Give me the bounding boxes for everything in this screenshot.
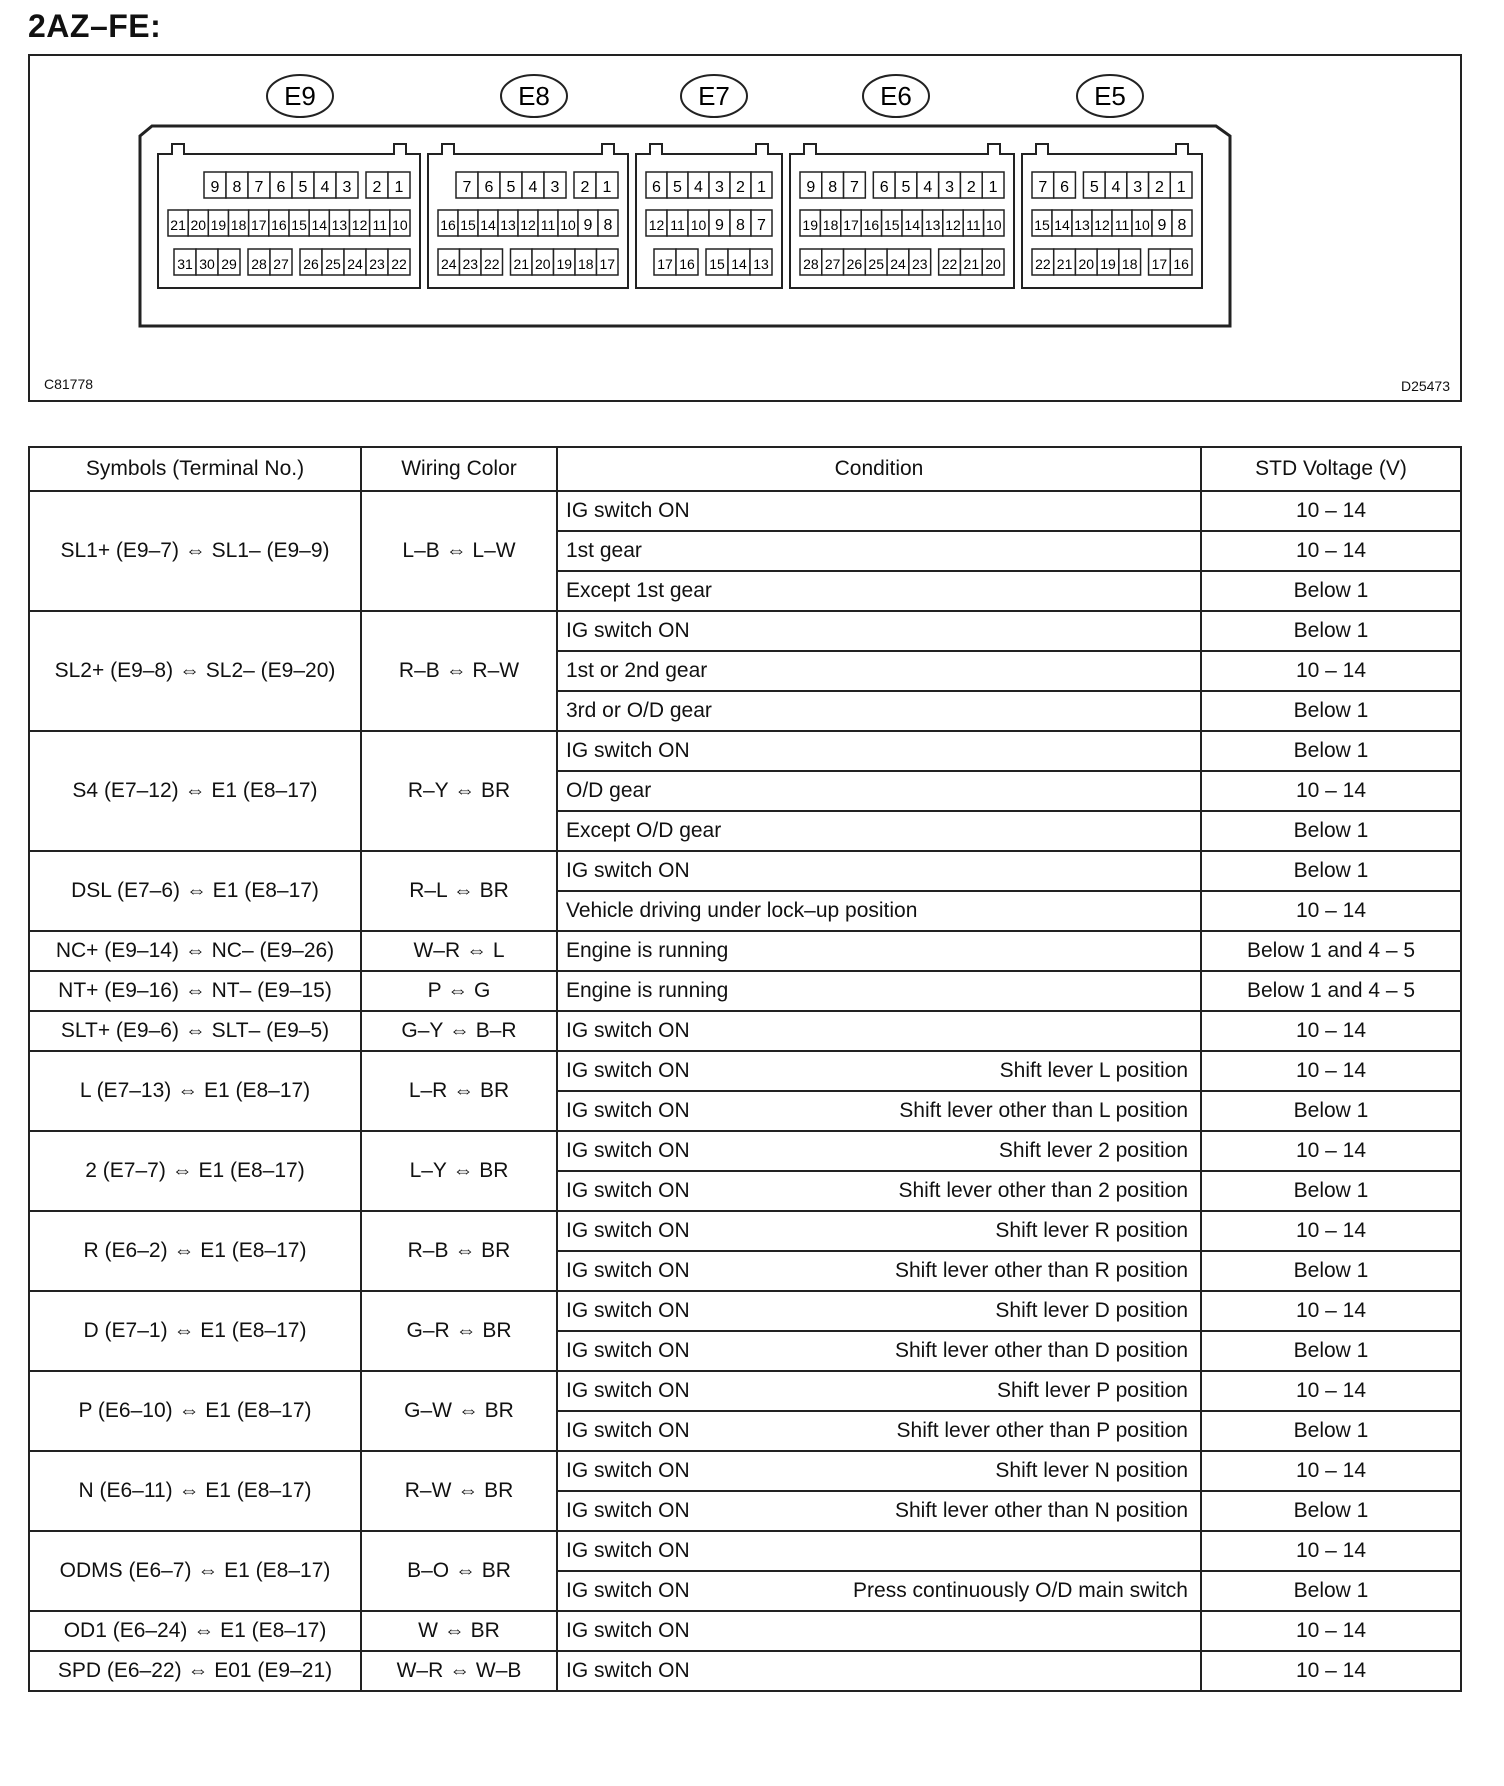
connector-label: E7 — [698, 81, 730, 111]
terminal-pin-number: 21 — [170, 217, 186, 233]
condition-text: IG switch ON — [566, 1539, 690, 1562]
terminal-pin-number: 20 — [534, 256, 551, 272]
condition-text: IG switch ON — [566, 1659, 690, 1682]
terminal-pin-number: 2 — [966, 179, 976, 196]
terminal-pin-number: 25 — [325, 256, 341, 272]
terminal-pin-number: 13 — [331, 217, 348, 233]
terminal-pin-number: 3 — [342, 179, 352, 196]
condition-text: Except 1st gear — [566, 579, 712, 602]
terminal-pin-number: 5 — [506, 179, 516, 196]
std-voltage: Below 1 — [1201, 611, 1461, 651]
terminal-symbol: S4 (E7–12) ⇔ E1 (E8–17) — [29, 731, 361, 851]
terminal-pin-number: 5 — [1089, 179, 1099, 196]
terminal-pin-number: 8 — [1177, 217, 1187, 234]
terminal-pin-number: 23 — [462, 256, 479, 272]
condition-cell — [557, 1651, 1201, 1691]
condition-cell — [557, 691, 1201, 731]
header-std-voltage: STD Voltage (V) — [1201, 447, 1461, 491]
terminal-pin-number: 6 — [879, 179, 889, 196]
terminal-pin-number: 10 — [690, 217, 707, 233]
condition-text: IG switch ON — [566, 1419, 690, 1442]
terminal-pin-number: 2 — [736, 179, 745, 196]
terminal-pin-number: 11 — [670, 217, 685, 233]
wiring-color: G–R ⇔ BR — [361, 1291, 557, 1371]
terminal-pin-number: 14 — [480, 217, 496, 233]
condition-text: IG switch ON — [566, 1139, 690, 1162]
terminal-pin-number: 9 — [210, 179, 220, 196]
terminal-pin-number: 21 — [1056, 256, 1073, 272]
terminal-pin-number: 13 — [500, 217, 516, 233]
condition-cell — [557, 571, 1201, 611]
std-voltage: Below 1 — [1201, 1171, 1461, 1211]
condition-text: O/D gear — [566, 779, 652, 802]
std-voltage: 10 – 14 — [1201, 891, 1461, 931]
terminal-symbol: OD1 (E6–24) ⇔ E1 (E8–17) — [29, 1611, 361, 1651]
terminal-pin-number: 8 — [736, 217, 745, 234]
std-voltage: 10 – 14 — [1201, 651, 1461, 691]
terminal-pin-number: 4 — [1111, 179, 1121, 196]
terminal-pin-number: 18 — [577, 256, 594, 272]
terminal-pin-number: 24 — [440, 256, 457, 272]
terminal-pin-number: 11 — [1114, 217, 1130, 233]
wiring-color: R–B ⇔ R–W — [361, 611, 557, 731]
std-voltage: 10 – 14 — [1201, 1651, 1461, 1691]
table-row — [29, 1051, 1461, 1091]
page-title: 2AZ–FE: — [28, 8, 162, 44]
terminal-pin-number: 28 — [251, 256, 267, 272]
condition-text: IG switch ON — [566, 1179, 690, 1202]
std-voltage: Below 1 — [1201, 1251, 1461, 1291]
std-voltage: 10 – 14 — [1201, 1011, 1461, 1051]
condition-text: 1st or 2nd gear — [566, 659, 708, 682]
condition-cell — [557, 1131, 1201, 1171]
table-row — [29, 1211, 1461, 1251]
terminal-pin-number: 3 — [945, 179, 955, 196]
terminal-pin-number: 12 — [1094, 217, 1110, 233]
condition-detail: Shift lever other than 2 position — [898, 1179, 1188, 1202]
terminal-symbol: P (E6–10) ⇔ E1 (E8–17) — [29, 1371, 361, 1451]
terminal-pin-number: 17 — [1151, 256, 1168, 272]
std-voltage: Below 1 — [1201, 811, 1461, 851]
wiring-color: L–R ⇔ BR — [361, 1051, 557, 1131]
table-row — [29, 931, 1461, 971]
table-header-row — [29, 447, 1461, 491]
condition-cell — [557, 611, 1201, 651]
terminal-pin-number: 1 — [602, 179, 612, 196]
condition-text: IG switch ON — [566, 499, 690, 522]
terminal-pin-number: 15 — [291, 217, 307, 233]
wiring-color: R–L ⇔ BR — [361, 851, 557, 931]
terminal-pin-number: 7 — [757, 217, 766, 234]
terminal-pin-number: 10 — [560, 217, 576, 233]
terminal-pin-number: 1 — [394, 179, 404, 196]
terminal-symbol: DSL (E7–6) ⇔ E1 (E8–17) — [29, 851, 361, 931]
condition-detail: Shift lever other than D position — [895, 1339, 1188, 1362]
table-row — [29, 611, 1461, 651]
condition-cell — [557, 1611, 1201, 1651]
condition-text: Engine is running — [566, 979, 729, 1002]
condition-cell — [557, 1371, 1201, 1411]
condition-text: IG switch ON — [566, 1099, 690, 1122]
table-row — [29, 1651, 1461, 1691]
condition-cell — [557, 851, 1201, 891]
condition-text: IG switch ON — [566, 1499, 690, 1522]
std-voltage: 10 – 14 — [1201, 771, 1461, 811]
terminal-pin-number: 20 — [985, 256, 1001, 272]
condition-cell — [557, 891, 1201, 931]
terminal-pin-number: 22 — [941, 256, 958, 272]
terminal-symbol: SPD (E6–22) ⇔ E01 (E9–21) — [29, 1651, 361, 1691]
terminal-pin-number: 12 — [520, 217, 536, 233]
terminal-pin-number: 1 — [757, 179, 766, 196]
terminal-pin-number: 9 — [715, 217, 724, 234]
condition-text: Except O/D gear — [566, 819, 722, 842]
std-voltage: 10 – 14 — [1201, 1371, 1461, 1411]
table-body — [29, 491, 1461, 1691]
std-voltage: Below 1 — [1201, 1331, 1461, 1371]
condition-text: IG switch ON — [566, 1459, 690, 1482]
std-voltage: 10 – 14 — [1201, 1291, 1461, 1331]
table-row — [29, 1611, 1461, 1651]
condition-cell — [557, 931, 1201, 971]
connector-label: E8 — [518, 81, 550, 111]
connector-label: E6 — [880, 81, 912, 111]
condition-cell — [557, 491, 1201, 531]
condition-cell — [557, 1411, 1201, 1451]
terminal-pin-number: 5 — [298, 179, 308, 196]
std-voltage: Below 1 and 4 – 5 — [1201, 931, 1461, 971]
condition-detail: Shift lever N position — [995, 1459, 1188, 1482]
std-voltage: 10 – 14 — [1201, 1051, 1461, 1091]
terminal-symbol: D (E7–1) ⇔ E1 (E8–17) — [29, 1291, 361, 1371]
wiring-color: G–Y ⇔ B–R — [361, 1011, 557, 1051]
std-voltage: Below 1 — [1201, 691, 1461, 731]
terminal-pin-number: 16 — [440, 217, 456, 233]
terminal-symbol: NT+ (E9–16) ⇔ NT– (E9–15) — [29, 971, 361, 1011]
terminal-pin-number: 6 — [652, 179, 661, 196]
condition-cell — [557, 1571, 1201, 1611]
condition-cell — [557, 531, 1201, 571]
terminal-pin-number: 23 — [911, 256, 928, 272]
std-voltage: Below 1 — [1201, 1411, 1461, 1451]
terminal-pin-number: 11 — [372, 217, 388, 233]
condition-detail: Shift lever D position — [995, 1299, 1188, 1322]
terminal-pin-number: 24 — [347, 256, 363, 272]
terminal-pin-number: 22 — [483, 256, 500, 272]
wiring-color: W–R ⇔ L — [361, 931, 557, 971]
condition-text: IG switch ON — [566, 1259, 690, 1282]
terminal-pin-number: 3 — [1133, 179, 1143, 196]
wiring-color: R–B ⇔ BR — [361, 1211, 557, 1291]
terminal-pin-number: 1 — [1176, 179, 1186, 196]
terminal-symbol: N (E6–11) ⇔ E1 (E8–17) — [29, 1451, 361, 1531]
terminal-pin-number: 15 — [1034, 217, 1050, 233]
wiring-color: R–Y ⇔ BR — [361, 731, 557, 851]
table-row — [29, 1131, 1461, 1171]
terminal-symbol: SLT+ (E9–6) ⇔ SLT– (E9–5) — [29, 1011, 361, 1051]
condition-cell — [557, 1051, 1201, 1091]
terminal-pin-number: 14 — [731, 256, 747, 272]
condition-detail: Shift lever other than P position — [896, 1419, 1188, 1442]
condition-text: IG switch ON — [566, 1579, 690, 1602]
condition-detail: Shift lever other than R position — [895, 1259, 1188, 1282]
condition-text: IG switch ON — [566, 739, 690, 762]
terminal-pin-number: 12 — [945, 217, 961, 233]
condition-detail: Shift lever other than L position — [899, 1099, 1188, 1122]
header-wiring-color: Wiring Color — [361, 447, 557, 491]
terminal-pin-number: 17 — [843, 217, 859, 233]
terminal-pin-number: 20 — [190, 217, 207, 233]
terminal-pin-number: 15 — [884, 217, 900, 233]
terminal-pin-number: 3 — [715, 179, 724, 196]
terminal-pin-number: 26 — [846, 256, 863, 272]
terminal-pin-number: 13 — [753, 256, 769, 272]
terminal-pin-number: 26 — [303, 256, 319, 272]
terminal-pin-number: 10 — [392, 217, 408, 233]
terminal-pin-number: 22 — [1035, 256, 1051, 272]
terminal-pin-number: 12 — [648, 217, 665, 233]
terminal-pin-number: 19 — [556, 256, 573, 272]
condition-text: IG switch ON — [566, 1219, 690, 1242]
std-voltage: Below 1 — [1201, 731, 1461, 771]
condition-text: IG switch ON — [566, 1619, 690, 1642]
terminal-pin-number: 2 — [372, 179, 382, 196]
condition-cell — [557, 1491, 1201, 1531]
std-voltage: 10 – 14 — [1201, 1131, 1461, 1171]
std-voltage: 10 – 14 — [1201, 1531, 1461, 1571]
condition-cell — [557, 971, 1201, 1011]
terminal-pin-number: 31 — [177, 256, 193, 272]
header-symbols: Symbols (Terminal No.) — [29, 447, 361, 491]
terminal-pin-number: 4 — [694, 179, 703, 196]
terminal-pin-number: 14 — [1054, 217, 1070, 233]
std-voltage: Below 1 — [1201, 851, 1461, 891]
wiring-color: P ⇔ G — [361, 971, 557, 1011]
condition-detail: Shift lever R position — [995, 1219, 1188, 1242]
terminal-pin-number: 19 — [210, 217, 227, 233]
std-voltage: Below 1 — [1201, 1091, 1461, 1131]
condition-detail: Shift lever P position — [996, 1379, 1188, 1402]
condition-text: IG switch ON — [566, 1059, 690, 1082]
terminal-pin-number: 19 — [802, 217, 818, 233]
std-voltage: Below 1 and 4 – 5 — [1201, 971, 1461, 1011]
table-row — [29, 1531, 1461, 1571]
header-condition: Condition — [557, 447, 1201, 491]
condition-cell — [557, 1531, 1201, 1571]
terminal-pin-number: 27 — [273, 256, 289, 272]
terminal-symbol: 2 (E7–7) ⇔ E1 (E8–17) — [29, 1131, 361, 1211]
terminal-symbol: ODMS (E6–7) ⇔ E1 (E8–17) — [29, 1531, 361, 1611]
terminal-symbol: R (E6–2) ⇔ E1 (E8–17) — [29, 1211, 361, 1291]
terminal-pin-number: 10 — [1134, 217, 1150, 233]
terminal-pin-number: 9 — [1157, 217, 1167, 234]
terminal-pin-number: 16 — [271, 217, 287, 233]
terminal-pin-number: 14 — [904, 217, 920, 233]
terminal-pin-number: 29 — [221, 256, 237, 272]
terminal-pin-number: 13 — [924, 217, 941, 233]
table-row — [29, 1451, 1461, 1491]
table-row — [29, 1011, 1461, 1051]
table-row — [29, 491, 1461, 531]
terminal-pin-number: 10 — [986, 217, 1002, 233]
std-voltage: 10 – 14 — [1201, 1211, 1461, 1251]
condition-cell — [557, 811, 1201, 851]
terminal-pin-number: 7 — [1038, 179, 1048, 196]
terminal-pin-number: 15 — [460, 217, 476, 233]
terminal-pin-number: 16 — [1173, 256, 1189, 272]
condition-text: IG switch ON — [566, 859, 690, 882]
condition-cell — [557, 1291, 1201, 1331]
condition-cell — [557, 1251, 1201, 1291]
terminal-pin-number: 16 — [863, 217, 880, 233]
terminal-pin-number: 21 — [513, 256, 530, 272]
terminal-pin-number: 6 — [1060, 179, 1070, 196]
connector-label: E5 — [1094, 81, 1126, 111]
condition-text: 3rd or O/D gear — [566, 699, 712, 722]
connector-diagram — [28, 54, 1462, 402]
condition-text: IG switch ON — [566, 619, 690, 642]
condition-cell — [557, 1211, 1201, 1251]
terminal-voltage-table — [28, 446, 1462, 1692]
connector-label: E9 — [284, 81, 316, 111]
terminal-symbol: SL2+ (E9–8) ⇔ SL2– (E9–20) — [29, 611, 361, 731]
terminal-pin-number: 27 — [824, 256, 841, 272]
terminal-pin-number: 17 — [250, 217, 267, 233]
terminal-pin-number: 8 — [603, 217, 613, 234]
terminal-pin-number: 7 — [254, 179, 264, 196]
terminal-pin-number: 22 — [391, 256, 407, 272]
condition-cell — [557, 1331, 1201, 1371]
table-row — [29, 731, 1461, 771]
terminal-pin-number: 14 — [311, 217, 328, 233]
terminal-pin-number: 19 — [1100, 256, 1116, 272]
terminal-pin-number: 11 — [540, 217, 556, 233]
wiring-color: G–W ⇔ BR — [361, 1371, 557, 1451]
condition-text: IG switch ON — [566, 1339, 690, 1362]
std-voltage: Below 1 — [1201, 1491, 1461, 1531]
terminal-pin-number: 2 — [1154, 179, 1164, 196]
terminal-pin-number: 3 — [550, 179, 560, 196]
std-voltage: Below 1 — [1201, 571, 1461, 611]
condition-detail: Shift lever other than N position — [895, 1499, 1188, 1522]
condition-detail: Shift lever L position — [999, 1059, 1188, 1082]
wiring-color: W ⇔ BR — [361, 1611, 557, 1651]
terminal-pin-number: 16 — [679, 256, 695, 272]
condition-cell — [557, 1171, 1201, 1211]
condition-cell — [557, 651, 1201, 691]
condition-text: Vehicle driving under lock–up position — [566, 899, 918, 922]
figure-code-left: C81778 — [44, 376, 94, 392]
terminal-pin-number: 18 — [822, 217, 839, 233]
terminal-pin-number: 1 — [988, 179, 998, 196]
wiring-color: B–O ⇔ BR — [361, 1531, 557, 1611]
condition-text: IG switch ON — [566, 1299, 690, 1322]
terminal-symbol: NC+ (E9–14) ⇔ NC– (E9–26) — [29, 931, 361, 971]
condition-text: IG switch ON — [566, 1019, 690, 1042]
table-row — [29, 1371, 1461, 1411]
std-voltage: 10 – 14 — [1201, 1611, 1461, 1651]
terminal-pin-number: 28 — [803, 256, 819, 272]
terminal-pin-number: 6 — [484, 179, 494, 196]
terminal-pin-number: 23 — [369, 256, 385, 272]
terminal-pin-number: 25 — [868, 256, 885, 272]
wiring-color: L–B ⇔ L–W — [361, 491, 557, 611]
condition-text: 1st gear — [566, 539, 642, 562]
std-voltage: 10 – 14 — [1201, 1451, 1461, 1491]
terminal-pin-number: 18 — [1121, 256, 1138, 272]
terminal-pin-number: 15 — [709, 256, 725, 272]
terminal-pin-number: 4 — [923, 179, 933, 196]
terminal-pin-number: 11 — [966, 217, 981, 233]
terminal-symbol: SL1+ (E9–7) ⇔ SL1– (E9–9) — [29, 491, 361, 611]
condition-text: IG switch ON — [566, 1379, 690, 1402]
figure-code-right: D25473 — [1400, 378, 1450, 394]
table-row — [29, 1291, 1461, 1331]
std-voltage: Below 1 — [1201, 1571, 1461, 1611]
terminal-pin-number: 12 — [351, 217, 368, 233]
terminal-pin-number: 7 — [849, 179, 859, 196]
terminal-pin-number: 18 — [230, 217, 247, 233]
terminal-pin-number: 21 — [963, 256, 980, 272]
std-voltage: 10 – 14 — [1201, 491, 1461, 531]
wiring-color: L–Y ⇔ BR — [361, 1131, 557, 1211]
terminal-pin-number: 4 — [320, 179, 330, 196]
terminal-pin-number: 8 — [828, 179, 838, 196]
terminal-pin-number: 7 — [462, 179, 472, 196]
terminal-pin-number: 5 — [901, 179, 911, 196]
terminal-pin-number: 20 — [1078, 256, 1095, 272]
terminal-pin-number: 17 — [599, 256, 616, 272]
wiring-color: R–W ⇔ BR — [361, 1451, 557, 1531]
connector-drawing — [30, 56, 1460, 400]
condition-detail: Press continuously O/D main switch — [853, 1579, 1188, 1602]
terminal-pin-number: 24 — [890, 256, 906, 272]
table-row — [29, 971, 1461, 1011]
condition-text: Engine is running — [566, 939, 729, 962]
terminal-pin-number: 4 — [528, 179, 538, 196]
terminal-pin-number: 13 — [1074, 217, 1090, 233]
condition-detail: Shift lever 2 position — [998, 1139, 1188, 1162]
terminal-pin-number: 30 — [199, 256, 215, 272]
condition-cell — [557, 731, 1201, 771]
terminal-pin-number: 9 — [583, 217, 593, 234]
terminal-pin-number: 2 — [580, 179, 590, 196]
condition-cell — [557, 771, 1201, 811]
wiring-color: W–R ⇔ W–B — [361, 1651, 557, 1691]
condition-cell — [557, 1091, 1201, 1131]
terminal-pin-number: 9 — [806, 179, 816, 196]
terminal-pin-number: 8 — [232, 179, 242, 196]
terminal-pin-number: 6 — [276, 179, 286, 196]
terminal-symbol: L (E7–13) ⇔ E1 (E8–17) — [29, 1051, 361, 1131]
std-voltage: 10 – 14 — [1201, 531, 1461, 571]
condition-cell — [557, 1011, 1201, 1051]
condition-cell — [557, 1451, 1201, 1491]
terminal-pin-number: 17 — [657, 256, 673, 272]
terminal-pin-number: 5 — [673, 179, 682, 196]
table-row — [29, 851, 1461, 891]
